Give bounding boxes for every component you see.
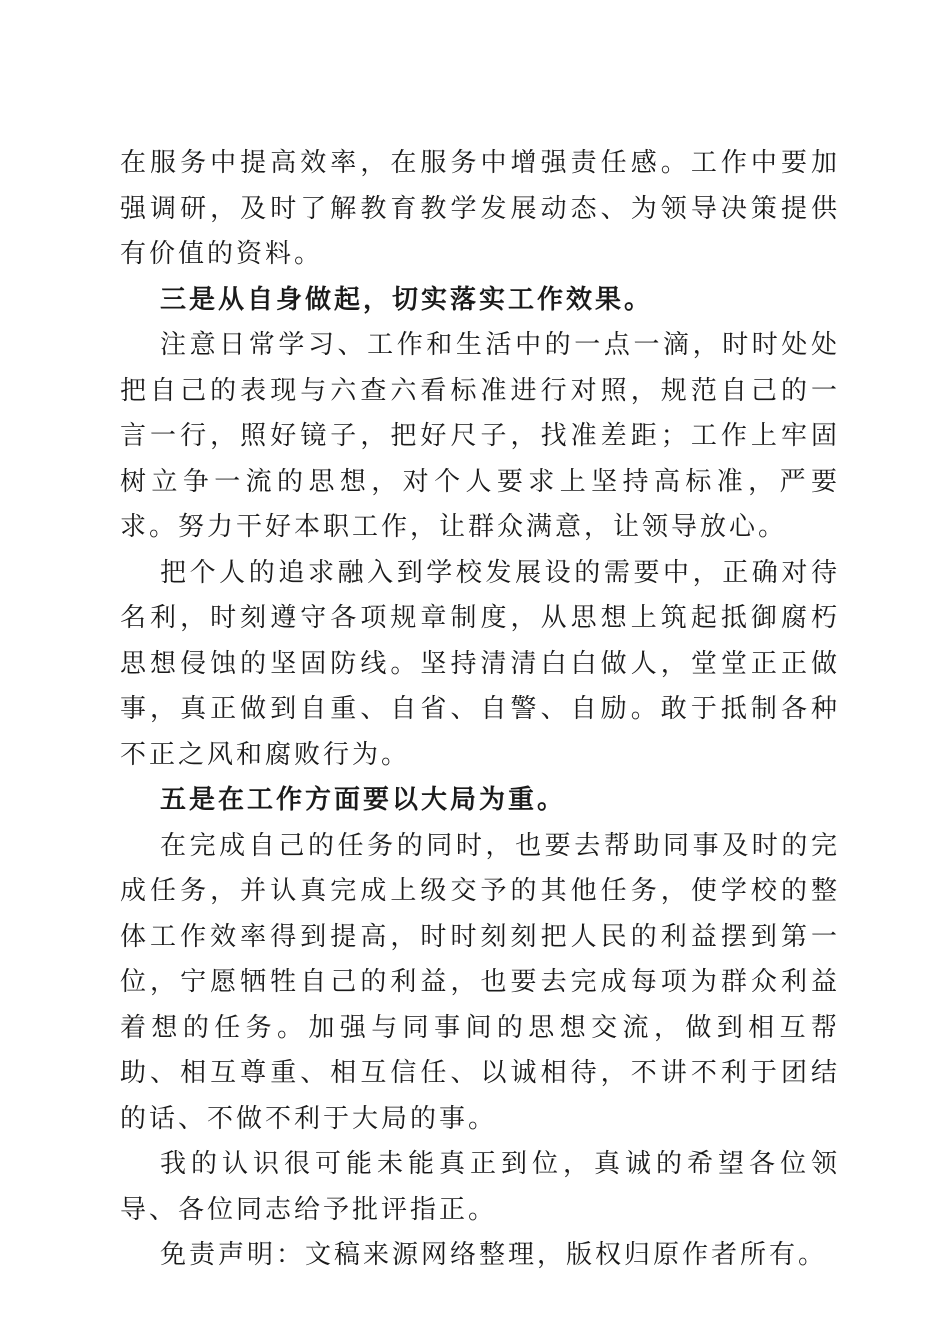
paragraph-closing-remark: 我的认识很可能未能真正到位，真诚的希望各位领导、各位同志给予批评指正。 <box>120 1149 840 1225</box>
section-heading-five: 五是在工作方面要以大局为重。 <box>160 785 567 815</box>
paragraph-overall-situation: 在完成自己的任务的同时，也要去帮助同事及时的完成任务，并认真完成上级交予的其他任务，使学校的整体工作效率得到提高，时时刻刻把人民的利益摆到第一位，宁愿牺牲自己的利益，也要去完成每项为群众利益着想的任务。加强与同事间的思想交流，做到相互帮助、相互尊重、相互信任、以诚相待，不讲不利于团结的话、不做不利于大局的事。 <box>120 830 840 1134</box>
section-heading-three: 三是从自身做起，切实落实工作效果。 <box>160 284 654 315</box>
document-body <box>120 141 840 1279</box>
paragraph-service-efficiency: 在服务中提高效率，在服务中增强责任感。工作中要加强调研，及时了解教育教学发展动态、为领导决策提供有价值的资料。 <box>120 148 840 269</box>
paragraph-disclaimer: 免责声明：文稿来源网络整理，版权归原作者所有。 <box>160 1240 828 1270</box>
paragraph-personal-pursuit: 把个人的追求融入到学校发展设的需要中，正确对待名利，时刻遵守各项规章制度，从思想上筑起抵御腐朽思想侵蚀的坚固防线。坚持清清白白做人，堂堂正正做事，真正做到自重、自省、自警、自励。敢于抵制各种不正之风和腐败行为。 <box>120 557 840 770</box>
paragraph-daily-learning: 注意日常学习、工作和生活中的一点一滴，时时处处把自己的表现与六查六看标准进行对照，规范自己的一言一行，照好镜子，把好尺子，找准差距；工作上牢固树立争一流的思想，对个人要求上坚持高标准，严要求。努力干好本职工作，让群众满意，让领导放心。 <box>120 330 840 542</box>
